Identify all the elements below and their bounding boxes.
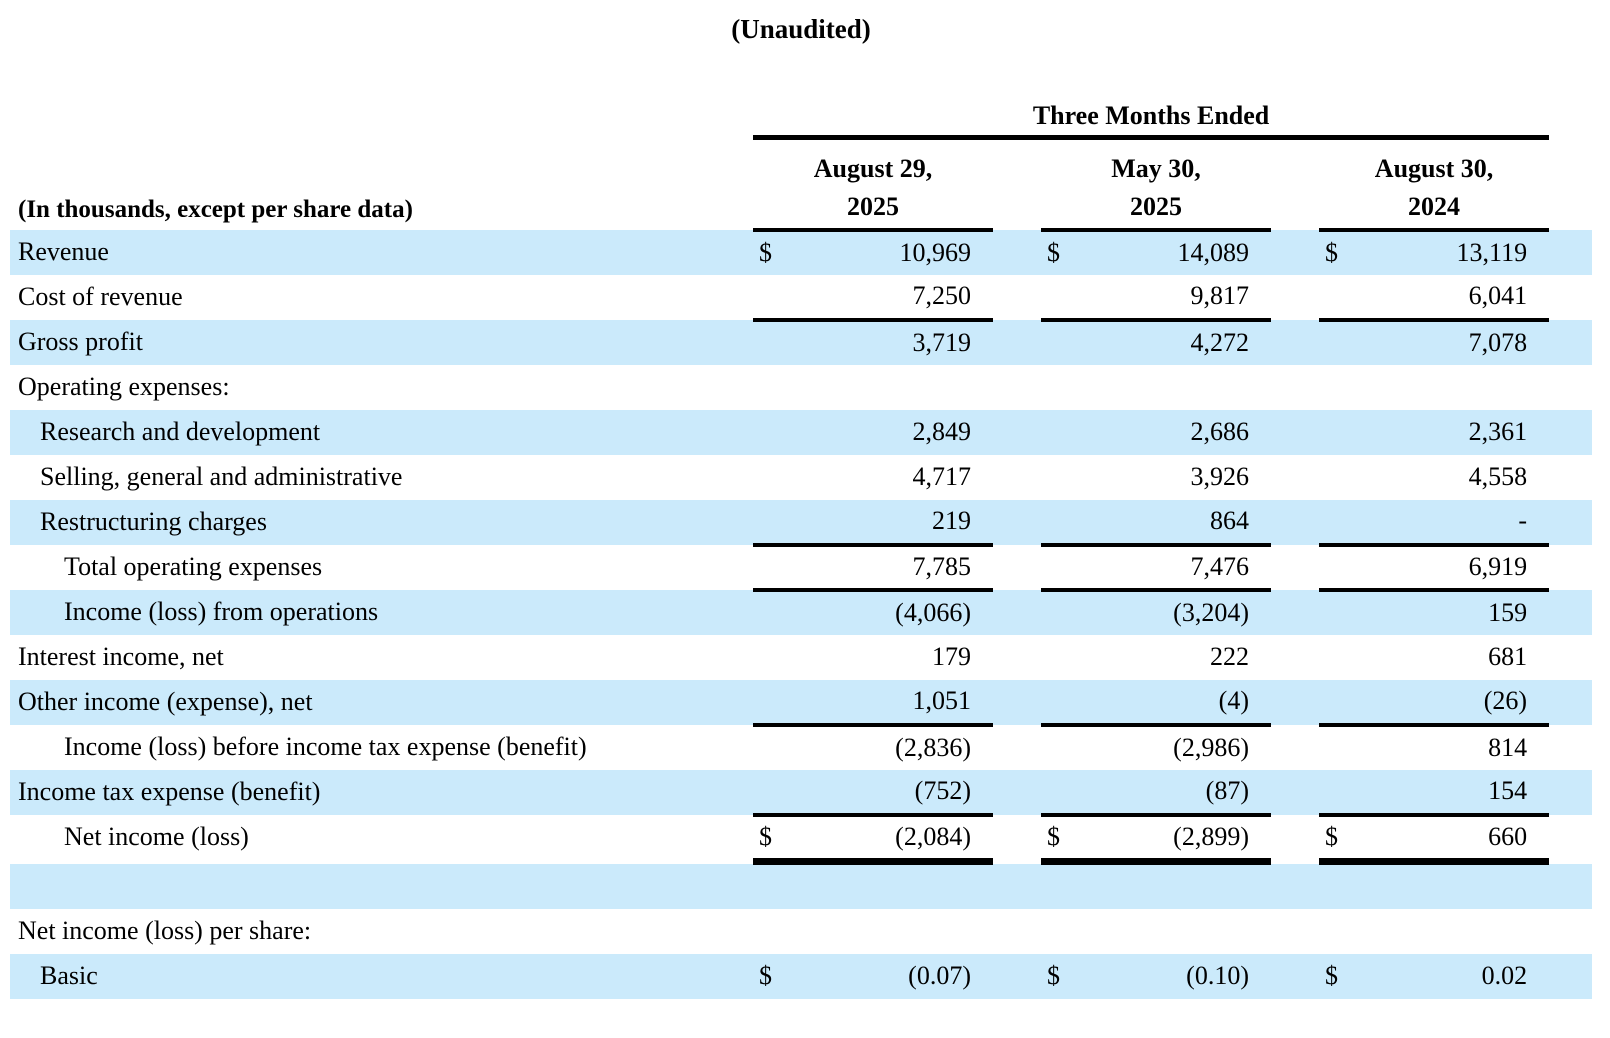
table-row-operating-expenses-header: [10, 365, 1592, 410]
value-cell: [1359, 909, 1549, 954]
value-cell: 2,361: [1359, 410, 1549, 455]
currency-symbol-cell: $: [1041, 230, 1081, 275]
column-gap: [993, 186, 1041, 230]
row-label: Selling, general and administrative: [40, 462, 403, 491]
row-tail: [1549, 635, 1592, 680]
column-header-row-line2: [10, 186, 1592, 230]
value-cell: 4,272: [1081, 320, 1271, 365]
table-row-total-operating-expenses: [10, 545, 1592, 590]
value-cell: (2,986): [1173, 733, 1249, 762]
currency-symbol-cell: [1319, 455, 1359, 500]
value-cell: 660: [1359, 815, 1549, 860]
spacer-cell: [1549, 138, 1592, 186]
column-gap: [993, 815, 1041, 860]
row-label: Gross profit: [10, 320, 753, 365]
spacer-cell: [10, 138, 753, 186]
column-year-may30: 2025: [1041, 186, 1271, 230]
value-cell: 4,558: [1468, 462, 1528, 491]
currency-symbol-cell: [753, 455, 793, 500]
table-row-restructuring-charges: [10, 500, 1592, 545]
value-cell: 814: [1488, 733, 1528, 762]
column-gap: [993, 770, 1041, 815]
value-cell: 3,926: [1190, 462, 1249, 491]
currency-symbol-cell: [753, 275, 793, 320]
row-label: [10, 864, 753, 909]
currency-symbol-cell: [1041, 770, 1081, 815]
value-cell: [1359, 864, 1549, 909]
row-tail: [1549, 680, 1592, 725]
currency-symbol-cell: [1041, 275, 1081, 320]
value-cell: [793, 365, 993, 410]
table-row-net-income-loss: [10, 815, 1592, 860]
currency-symbol-cell: [753, 864, 793, 909]
currency-symbol-cell: $: [1319, 230, 1359, 275]
period-caption: Three Months Ended: [753, 101, 1549, 138]
column-gap: [1271, 545, 1319, 590]
row-tail: [1549, 954, 1592, 999]
column-gap: [1271, 186, 1319, 230]
value-cell: (4): [1081, 680, 1271, 725]
currency-symbol-cell: [1041, 725, 1081, 770]
column-gap: [993, 864, 1041, 909]
column-gap: [993, 410, 1041, 455]
column-gap: [993, 954, 1041, 999]
column-gap: [993, 725, 1041, 770]
value-cell: 7,078: [1359, 320, 1549, 365]
row-label: Research and development: [10, 410, 753, 455]
currency-symbol-cell: $: [1319, 815, 1359, 860]
column-year-aug30: 2024: [1319, 186, 1549, 230]
currency-symbol-cell: [1041, 864, 1081, 909]
currency-symbol-cell: [1319, 909, 1359, 954]
value-cell: 13,119: [1359, 230, 1549, 275]
value-cell: (2,899): [1081, 815, 1271, 860]
value-cell: 0.02: [1359, 954, 1549, 999]
value-cell: [793, 864, 993, 909]
column-gap: [993, 230, 1041, 275]
spacer-cell: [1549, 101, 1592, 138]
row-tail: [1549, 545, 1592, 590]
column-gap: [993, 275, 1041, 320]
value-cell: (26): [1359, 680, 1549, 725]
document-title: (Unaudited): [731, 14, 871, 44]
row-label: Other income (expense), net: [10, 680, 753, 725]
column-gap: [993, 320, 1041, 365]
row-tail: [1549, 410, 1592, 455]
value-cell: [1081, 864, 1271, 909]
currency-symbol-cell: [1319, 590, 1359, 635]
currency-symbol-cell: [1041, 545, 1081, 590]
currency-symbol-cell: [1319, 725, 1359, 770]
table-row-per-share-header: [10, 909, 1592, 954]
column-gap: [993, 680, 1041, 725]
table-row-cost-of-revenue: [10, 275, 1592, 320]
row-label-note: (In thousands, except per share data): [18, 195, 413, 223]
currency-symbol-cell: $: [753, 815, 793, 860]
currency-symbol-cell: [1041, 909, 1081, 954]
value-cell: 7,476: [1081, 545, 1271, 590]
currency-symbol-cell: [753, 909, 793, 954]
column-gap: [1271, 455, 1319, 500]
column-year-aug29: 2025: [753, 186, 993, 230]
value-cell: (4,066): [793, 590, 993, 635]
column-gap: [1271, 500, 1319, 545]
currency-symbol-cell: [1319, 864, 1359, 909]
value-cell: 7,250: [793, 275, 993, 320]
row-tail: [1549, 770, 1592, 815]
table-row-basic-eps: [10, 954, 1592, 999]
column-gap: [993, 909, 1041, 954]
value-cell: 2,686: [1081, 410, 1271, 455]
table-row-empty: [10, 864, 1592, 909]
value-cell: [1081, 365, 1271, 410]
currency-symbol-cell: [753, 410, 793, 455]
row-tail: [1549, 455, 1592, 500]
currency-symbol-cell: [753, 725, 793, 770]
column-header-aug30: August 30,: [1374, 153, 1494, 183]
value-cell: 864: [1081, 500, 1271, 545]
currency-symbol-cell: [753, 590, 793, 635]
value-cell: 3,719: [793, 320, 993, 365]
currency-symbol-cell: [1319, 275, 1359, 320]
currency-symbol-cell: $: [1041, 954, 1081, 999]
value-cell: -: [1359, 500, 1549, 545]
row-label: Interest income, net: [18, 642, 224, 671]
row-tail: [1549, 725, 1592, 770]
value-cell: 1,051: [793, 680, 993, 725]
value-cell: 6,041: [1359, 275, 1549, 320]
currency-symbol-cell: [1319, 680, 1359, 725]
table-row-income-loss-from-operations: [10, 590, 1592, 635]
row-label: Total operating expenses: [64, 552, 323, 581]
currency-symbol-cell: [753, 365, 793, 410]
row-tail: [1549, 275, 1592, 320]
value-cell: 4,717: [912, 462, 971, 491]
spacer-cell: [10, 101, 753, 138]
currency-symbol-cell: [1041, 455, 1081, 500]
value-cell: (87): [1081, 770, 1271, 815]
currency-symbol-cell: [753, 770, 793, 815]
row-label: Income (loss) before income tax expense (benefit): [64, 732, 587, 761]
row-label: Restructuring charges: [10, 500, 753, 545]
value-cell: 681: [1488, 642, 1528, 671]
page: [0, 14, 1610, 1038]
value-cell: [793, 909, 993, 954]
value-cell: (752): [793, 770, 993, 815]
column-gap: [993, 138, 1041, 186]
value-cell: 9,817: [1081, 275, 1271, 320]
currency-symbol-cell: $: [1041, 815, 1081, 860]
row-tail: [1549, 500, 1592, 545]
column-gap: [993, 635, 1041, 680]
currency-symbol-cell: [753, 680, 793, 725]
value-cell: 154: [1359, 770, 1549, 815]
currency-symbol-cell: [753, 500, 793, 545]
table-row-interest-income: [10, 635, 1592, 680]
income-statement-table: [10, 101, 1592, 999]
table-row-selling-general-admin: [10, 455, 1592, 500]
column-gap: [1271, 365, 1319, 410]
currency-symbol-cell: [1041, 320, 1081, 365]
currency-symbol-cell: [1041, 500, 1081, 545]
row-tail: [1549, 815, 1592, 860]
row-tail: [1549, 365, 1592, 410]
value-cell: (0.07): [793, 954, 993, 999]
currency-symbol-cell: [1319, 500, 1359, 545]
row-label: Cost of revenue: [18, 282, 183, 311]
currency-symbol-cell: [1319, 320, 1359, 365]
value-cell: [1081, 909, 1271, 954]
column-header-row-line1: [10, 138, 1592, 186]
column-gap: [1271, 590, 1319, 635]
column-header-aug29: August 29,: [813, 153, 933, 183]
column-gap: [1271, 275, 1319, 320]
value-cell: 7,785: [793, 545, 993, 590]
row-tail: [1549, 590, 1592, 635]
value-cell: 159: [1359, 590, 1549, 635]
row-tail: [1549, 230, 1592, 275]
value-cell: 219: [793, 500, 993, 545]
currency-symbol-cell: [1319, 770, 1359, 815]
column-gap: [1271, 909, 1319, 954]
row-label: Basic: [10, 954, 753, 999]
currency-symbol-cell: [753, 635, 793, 680]
value-cell: (0.10): [1081, 954, 1271, 999]
currency-symbol-cell: $: [1319, 954, 1359, 999]
currency-symbol-cell: $: [753, 230, 793, 275]
value-cell: 222: [1210, 642, 1249, 671]
value-cell: (2,836): [895, 733, 971, 762]
table-row-revenue: [10, 230, 1592, 275]
column-gap: [993, 545, 1041, 590]
currency-symbol-cell: [753, 545, 793, 590]
column-header-may30: May 30,: [1111, 153, 1201, 183]
table-row-other-income-expense: [10, 680, 1592, 725]
table-row-research-development: [10, 410, 1592, 455]
value-cell: (3,204): [1081, 590, 1271, 635]
row-tail: [1549, 320, 1592, 365]
currency-symbol-cell: [753, 320, 793, 365]
row-label: Income tax expense (benefit): [10, 770, 753, 815]
column-gap: [1271, 635, 1319, 680]
row-tail: [1549, 864, 1592, 909]
table-row-income-before-tax: [10, 725, 1592, 770]
column-gap: [1271, 320, 1319, 365]
currency-symbol-cell: [1319, 410, 1359, 455]
column-gap: [1271, 954, 1319, 999]
value-cell: 14,089: [1081, 230, 1271, 275]
value-cell: 10,969: [793, 230, 993, 275]
row-label: Net income (loss): [64, 822, 249, 851]
column-gap: [1271, 770, 1319, 815]
value-cell: 2,849: [793, 410, 993, 455]
column-gap: [993, 590, 1041, 635]
value-cell: [1359, 365, 1549, 410]
row-label: Net income (loss) per share:: [18, 916, 312, 945]
column-gap: [1271, 410, 1319, 455]
spacer-cell: [1549, 186, 1592, 230]
currency-symbol-cell: [1041, 680, 1081, 725]
row-label: Operating expenses:: [18, 372, 230, 401]
value-cell: (2,084): [793, 815, 993, 860]
currency-symbol-cell: [1319, 635, 1359, 680]
currency-symbol-cell: $: [753, 954, 793, 999]
column-gap: [1271, 230, 1319, 275]
currency-symbol-cell: [1041, 410, 1081, 455]
currency-symbol-cell: [1041, 590, 1081, 635]
column-gap: [993, 500, 1041, 545]
currency-symbol-cell: [1319, 545, 1359, 590]
row-label: Income (loss) from operations: [10, 590, 753, 635]
column-gap: [1271, 815, 1319, 860]
column-gap: [1271, 138, 1319, 186]
column-gap: [1271, 864, 1319, 909]
value-cell: 179: [932, 642, 971, 671]
currency-symbol-cell: [1041, 365, 1081, 410]
column-gap: [993, 455, 1041, 500]
column-gap: [1271, 725, 1319, 770]
currency-symbol-cell: [1319, 365, 1359, 410]
column-gap: [993, 365, 1041, 410]
value-cell: 6,919: [1359, 545, 1549, 590]
row-tail: [1549, 909, 1592, 954]
column-gap: [1271, 680, 1319, 725]
currency-symbol-cell: [1041, 635, 1081, 680]
table-row-income-tax-expense: [10, 770, 1592, 815]
table-row-gross-profit: [10, 320, 1592, 365]
period-caption-row: [10, 101, 1592, 138]
row-label: Revenue: [10, 230, 753, 275]
